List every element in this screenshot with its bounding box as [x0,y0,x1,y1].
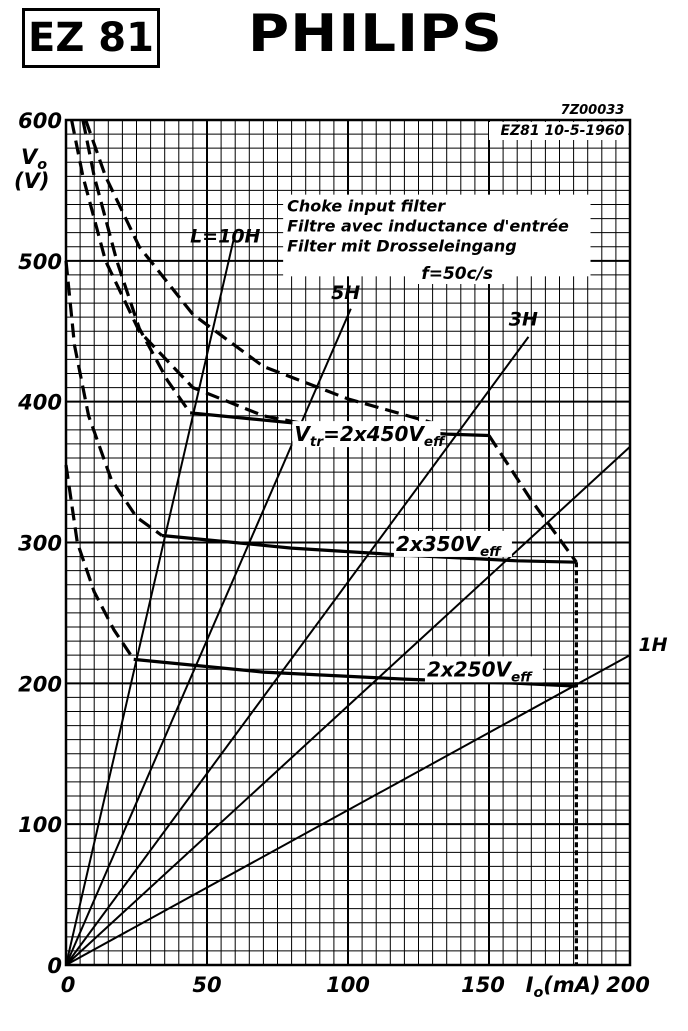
load-line-label: 3H [508,308,538,331]
y-axis-unit: (V) [14,169,50,193]
load-line-label: 1H [638,633,668,656]
y-tick-label: 0 [47,954,62,978]
load-line-label: L=10H [190,225,261,248]
chart-title-line: Filter mit Drosseleingang [287,236,517,256]
y-axis-label: $V_o$ [21,145,48,173]
curve-label: $2x250V_{eff}$ [426,657,532,686]
chart-title-line: Filtre avec inductance d'entrée [287,216,569,236]
y-tick-label: 600 [18,109,62,133]
curve-label: $2x350V_{eff}$ [395,531,501,560]
frequency-label: f=50c/s [421,263,494,284]
x-tick-label: 0 [60,973,76,997]
load-line-label: 5H [331,281,361,304]
curve-2x350veff [162,536,577,563]
chart-title-line: Choke input filter [287,196,446,216]
curve-label: $V_{tr}=2x450V_{eff}$ [294,422,445,451]
y-tick-label: 100 [18,813,62,838]
x-axis-label: $I_o(mA)$ [525,973,601,1001]
y-tick-label: 400 [18,390,62,415]
y-tick-label: 300 [18,531,62,556]
curve-2x250veff-dashed [66,465,134,659]
x-tick-label: 100 [326,973,370,997]
x-tick-label: 150 [461,973,505,997]
x-tick-label: 50 [192,973,222,997]
drawing-date: EZ81 10-5-1960 [500,123,625,139]
x-tick-label: 200 [606,973,650,997]
drawing-code: 7Z00033 [560,103,625,118]
brand-logo: PHILIPS [248,4,503,64]
tube-type-label: EZ 81 [28,15,154,61]
y-tick-label: 200 [18,672,62,697]
y-tick-label: 500 [18,249,62,274]
